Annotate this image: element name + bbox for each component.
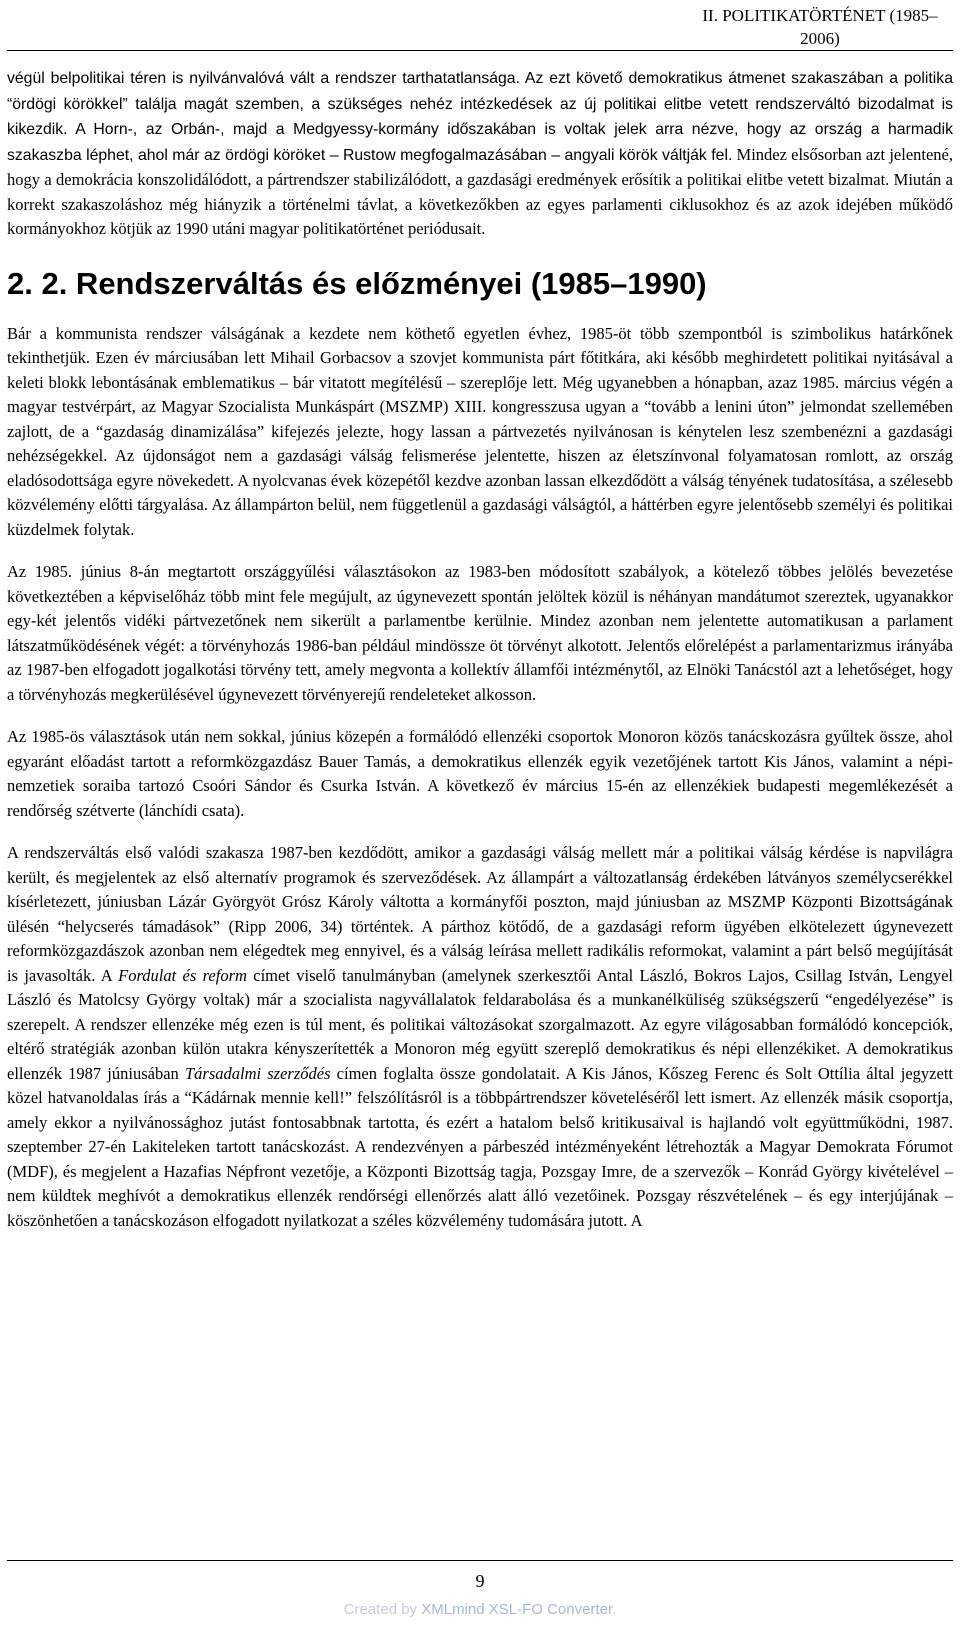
intro-sans-text: végül belpolitikai téren is nyilvánvalóvá vált a rendszer tarthatatlansága. Az ezt követő demokratikus átmenet szakaszában a politika “ördögi körökkel” találja magát szemben, a szükséges nehéz intézkedések az új politikai elitbe vetett rendszerváltó bizodalmat is kikezdik. A Horn-, az Orbán-, majd a Medgyessy-kormány időszakában is voltak jelek arra nézve, hogy az ország a harmadik szakaszba léphet, ahol már az ördögi köröket – Rustow megfogalmazásában – angyali körök váltják fel.	[7, 70, 953, 164]
converter-credit	[0, 1600, 960, 1620]
section-heading: 2. 2. Rendszerváltás és előzményei (1985–1990)	[7, 265, 707, 301]
credit-brand-link[interactable]: XMLmind XSL-FO Converter	[421, 1601, 613, 1618]
intro-paragraph	[7, 66, 953, 242]
header-divider	[7, 50, 953, 51]
credit-prefix: Created by	[343, 1601, 422, 1618]
credit-suffix: .	[612, 1601, 617, 1618]
page-body	[7, 66, 953, 1233]
paragraph-first-phase	[7, 841, 953, 1233]
running-header	[690, 4, 950, 50]
running-header-title: II. POLITIKATÖRTÉNET (1985–2006)	[702, 6, 938, 48]
page-number: 9	[475, 1571, 485, 1591]
intro-serif-text: Mindez elsősorban azt jelentené, hogy a demokrácia konszolidálódott, a pártrendszer stabilizálódott, a gazdasági eredmények erősítik a politikai elitbe vetett bizalmat. Miután a korrekt szakaszoláshoz még hiányzik a történelmi távlat, a következőkben az egyes parlamenti ciklusokhoz és az azok idejében működő kormányokhoz kötjük az 1990 utáni magyar politikatörténet periódusait.	[7, 144, 954, 238]
paragraph-1985-elections: Az 1985. június 8-án megtartott országgyűlési választásokon az 1983-ben módosított szabályok, a kötelező többes jelölés bevezetése következtében a képviselőház több mint fele megújult, az úgynevezett spontán jelöltek közül is néhányan mandátumot szereztek, ugyanakkor egy-két jelentős vidéki pártvezetőnek nem sikerült a parlamentbe kerülnie. Mindez azonban nem jelentette automatikusan a parlament látszatműködésének végét: a törvényhozás 1986-ban például mindössze öt törvényt alkotott. Jelentős előrelépést a parlamentarizmus irányába az 1987-ben elfogadott jogalkotási törvény tett, amely megvonta a kollektív államfői intézménytől, az Elnöki Tanácstól azt a lehetőséget, hogy a törvényhozás megkerülésével úgynevezett törvényerejű rendeleteket alkosson.	[7, 562, 953, 704]
footer-divider	[7, 1560, 953, 1561]
fordulat-es-reform-title: Fordulat és reform	[118, 965, 247, 985]
paragraph-1985-symbolic: Bár a kommunista rendszer válságának a kezdete nem köthető egyetlen évhez, 1985-öt több szempontból is szimbolikus határkőnek tekinthetjük. Ezen év márciusában lett Mihail Gorbacsov a szovjet kommunista párt főtitkára, aki később meghirdetett politikai nyitásával a keleti blokk lebontásának emblematikus – bár vitatott megítélésű – szereplője lett. Még ugyanebben a hónapban, azaz 1985. március végén a magyar testvérpárt, az Magyar Szocialista Munkáspárt (MSZMP) XIII. kongresszusa ugyan a “tovább a lenini úton” jelmondat szellemében zajlott, de a “gazdaság dinamizálása” kifejezés jelezte, hogy lassan a pártvezetés nyilvánosan is kénytelen lesz szembenézni a gazdasági nehézségekkel. Az újdonságot nem a gazdasági válság felismerése jelentette, hiszen az életszínvonal folyamatosan romlott, az ország eladósodottsága egyre növekedett. A nyolcvanas évek közepétől kezdve azonban lassan elkezdődött a válság tényének tudatosítása, a szélesebb közvélemény előtti tárgyalása. Az állampárton belül, nem függetlenül a gazdasági válságtól, a háttérben egyre jelentősebb személyi és politikai küzdelmek folytak.	[7, 323, 953, 539]
first-phase-text-a: A rendszerváltás első valódi szakasza 1987-ben kezdődött, amikor a gazdasági válság mellett már a politikai válság kérdése is napvilágra került, és megjelentek az első alternatív programok és szerveződések. Az állampárt a változatlanság érdekében látványos személycserékkel kísérletezett, júniusban Lázár Györgyöt Grósz Károly váltotta a kormányfői poszton, majd júniusban az MSZMP Központi Bizottságának ülésén “helycserés támadások” (Ripp 2006, 34) történtek. A párthoz kötődő, de a gazdasági reform ügyében elkötelezett úgynevezett reformközgazdászok azonban nem elégedtek meg ennyivel, és a válság leírása mellett radikális reformokat, valamint a párt belső megújítását is javasolták. A	[7, 843, 953, 985]
first-phase-text-b: címet viselő tanulmányban (amelynek szerkesztői Antal László, Bokros Lajos, Csillag István, Lengyel László és Matolcsy György voltak) már a szocialista nagyvállalatok feldarabolása és a munkanélküliség szükségszerű “engedélyezése” is szerepelt. A rendszer ellenzéke még ezen is túl ment, és politikai változásokat szorgalmazott. Az egyre világosabban formálódó koncepciók, eltérő stratégiák azonban külön utakra kényszerítették a Monoron még együtt szereplő demokratikus és népi ellenzékiket. A demokratikus ellenzék 1987 júniusában	[7, 965, 953, 1083]
first-phase-text-c: címen foglalta össze gondolatait. A Kis János, Kőszeg Ferenc és Solt Ottília által jegyzett közel hatvanoldalas írás a “Kádárnak mennie kell!” felszólításról is a többpártrendszer követeléséről lett ismert. Az ellenzék másik csoportja, amely ekkor a nyilvánossághoz jutást fontosabbnak tartotta, és ezért a hatalom belső kritikusaival is hajlandó volt együttműködni, 1987. szeptember 27-én Lakiteleken tartott tanácskozást. A rendezvényen a párbeszéd intézményeként létrehozták a Magyar Demokrata Fórumot (MDF), és megjelent a Hazafias Népfront vezetője, a Központi Bizottság tagja, Pozsgay Imre, de a szervezők – Konrád György kivételével – nem küldtek meghívót a demokratikus ellenzék rendőrségi ellenőrzés alatt álló vezetőinek. Pozsgay részvételének – és egy interjújának – köszönhetően a tanácskozáson elfogadott nyilatkozat a széles közvélemény tudomására jutott. A	[7, 1063, 953, 1230]
paragraph-monor-meeting: Az 1985-ös választások után nem sokkal, június közepén a formálódó ellenzéki csoportok Monoron közös tanácskozásra gyűltek össze, ahol egyaránt előadást tartott a reformközgazdász Bauer Tamás, a demokratikus ellenzék egyik vezetőjének tartott Kis János, valamint a népi-nemzetiek soraiba tartozó Csoóri Sándor és Csurka István. A következő év március 15-én az ellenzékiek budapesti megemlékezését a rendőrség szétverte (lánchídi csata).	[7, 727, 953, 820]
tarsadalmi-szerzodes-title: Társadalmi szerződés	[184, 1063, 331, 1083]
